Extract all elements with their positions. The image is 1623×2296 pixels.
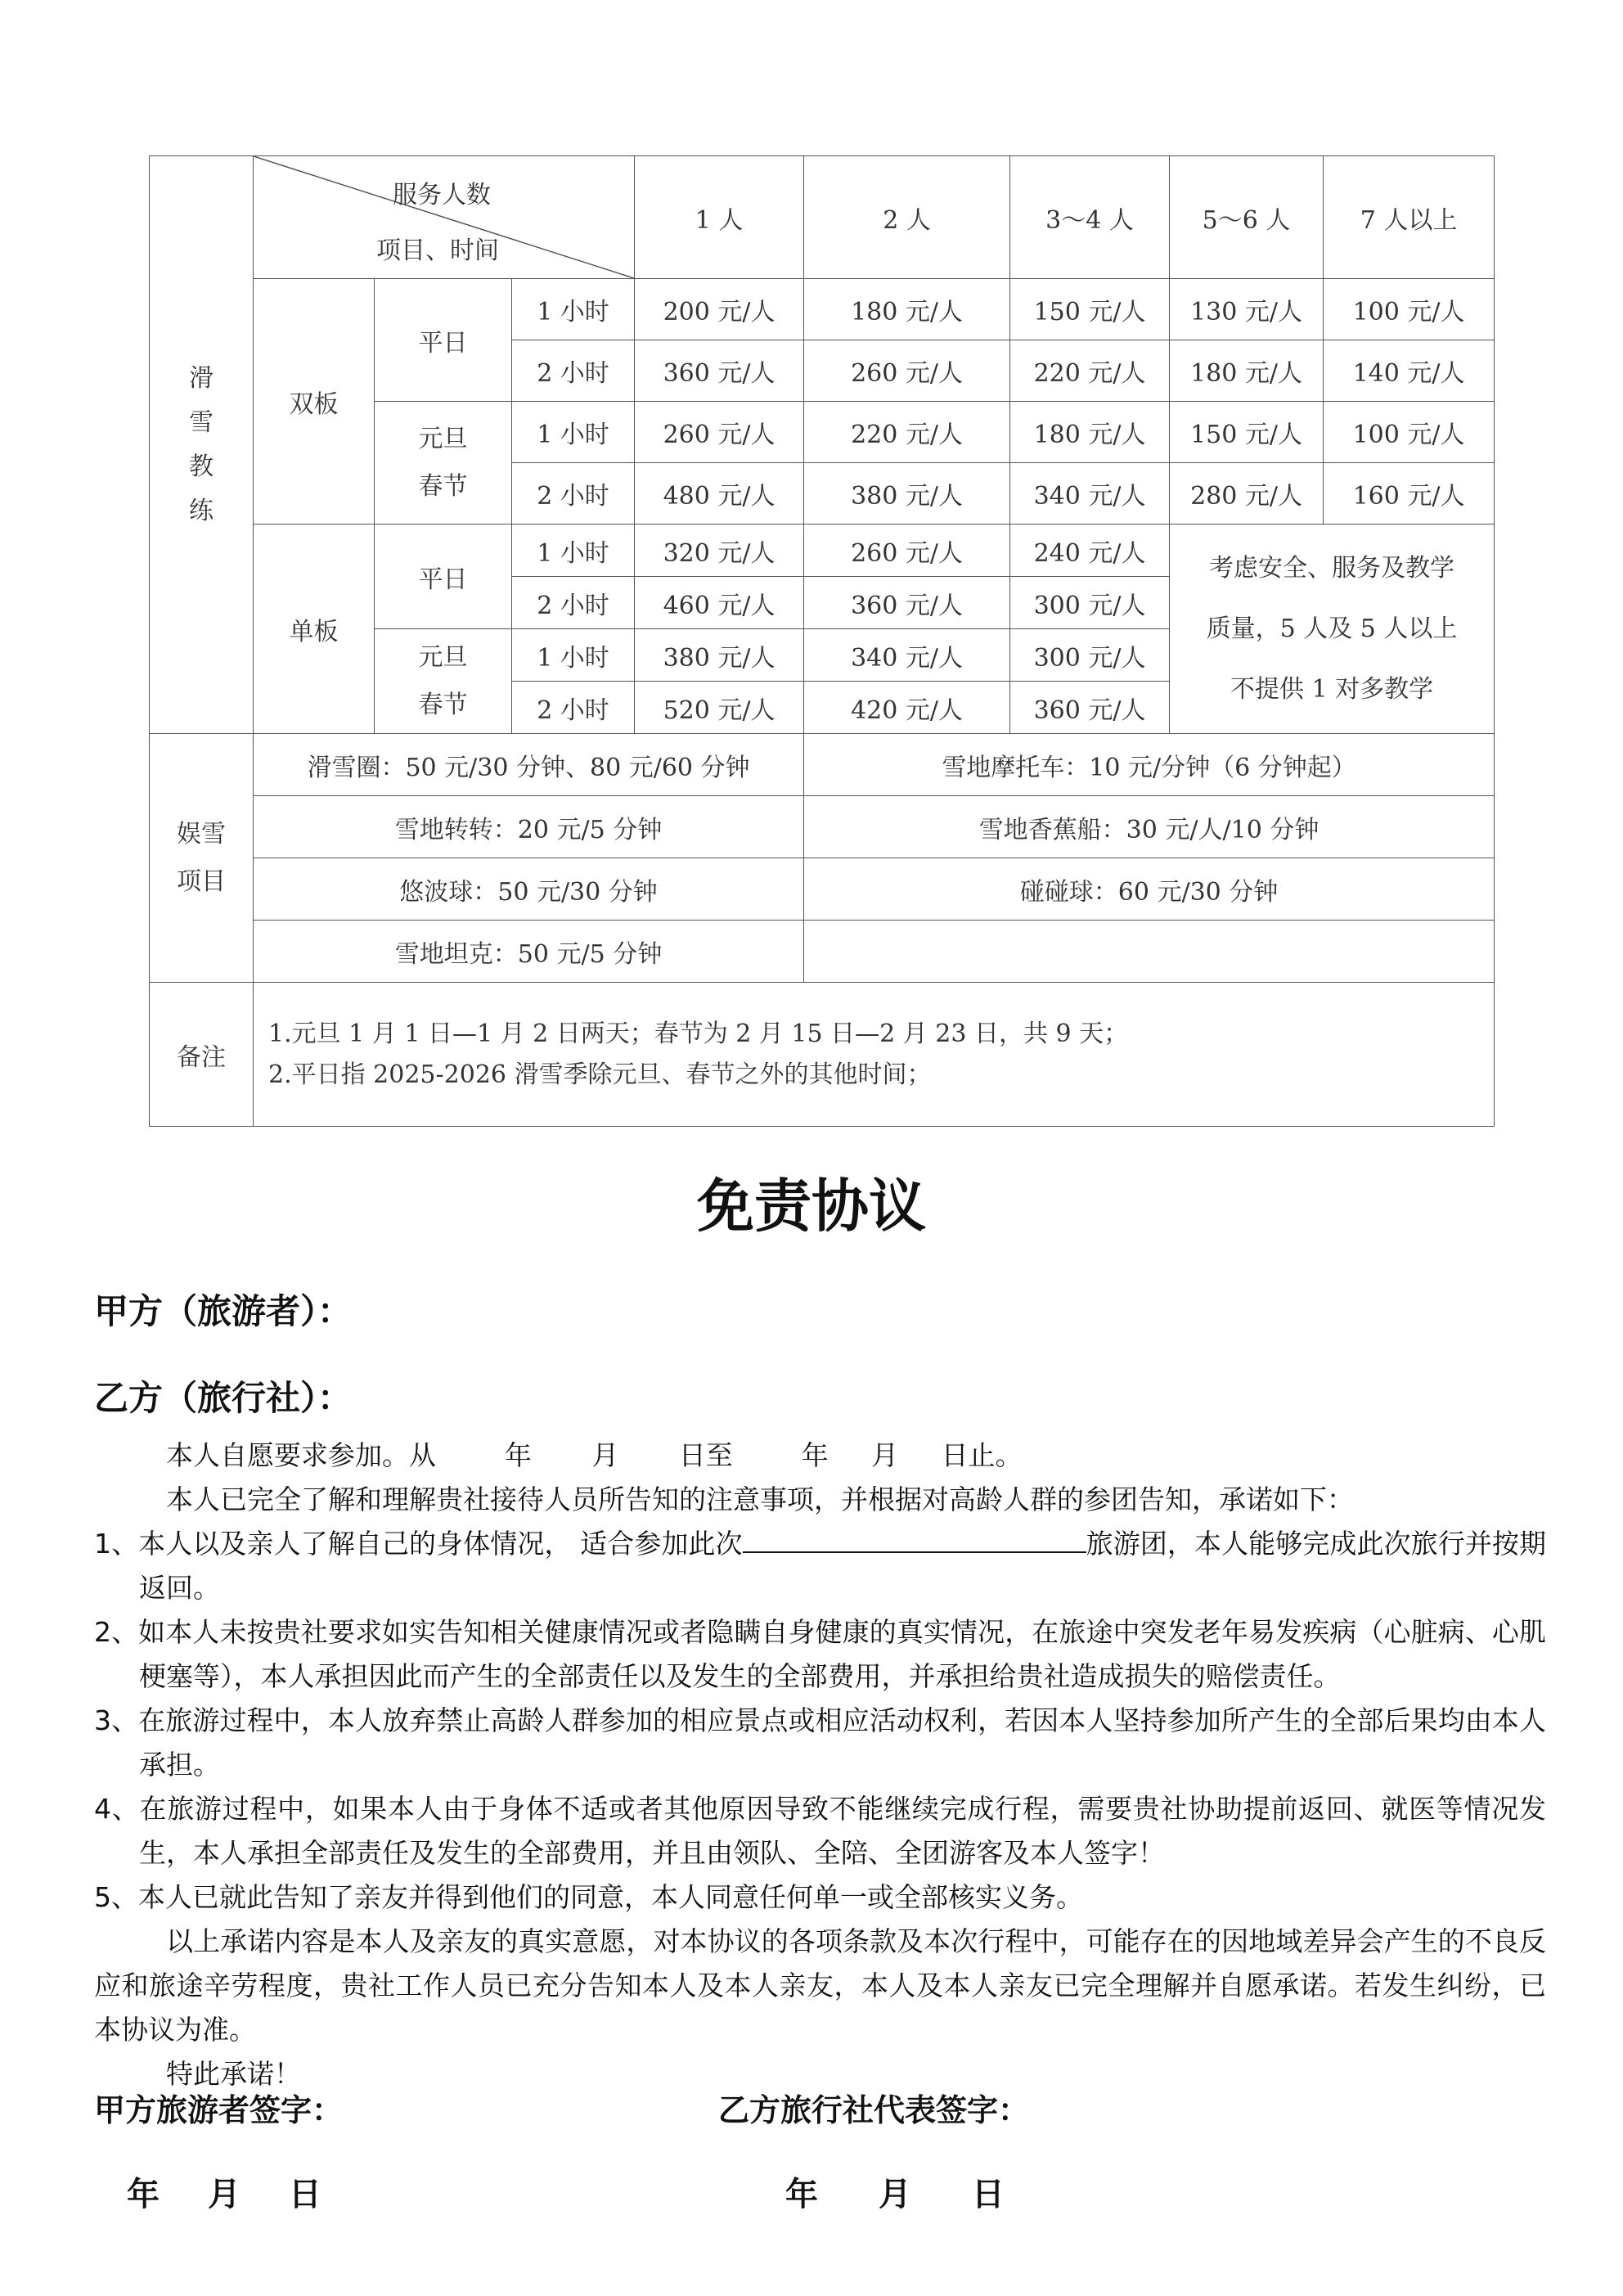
conclusion-paragraph: 以上承诺内容是本人及亲友的真实意愿，对本协议的各项条款及本次行程中，可能存在的因地域差异会产生的不良反应和旅途辛劳程度，贵社工作人员已充分告知本人及本人亲友，本人及本人亲友已完全理解并自愿承诺。若发生纠纷，已本协议为准。 (94, 1925, 1546, 2046)
double-board-label: 双板 (254, 279, 375, 524)
price-cell: 100 元/人 (1324, 402, 1495, 463)
time-cell: 1 小时 (512, 402, 635, 463)
price-cell: 300 元/人 (1010, 577, 1170, 629)
intro-paragraph: 本人自愿要求参加。从 年 月 日至 年 月 日止。 (166, 1439, 1023, 1471)
time-cell: 1 小时 (512, 524, 635, 577)
party-a-date: 年 月 日 (127, 2176, 321, 2213)
entertainment-item: 雪地香蕉船：30 元/人/10 分钟 (804, 796, 1495, 858)
table-header-row (150, 156, 1495, 279)
price-cell: 180 元/人 (1010, 402, 1170, 463)
price-cell: 360 元/人 (804, 577, 1010, 629)
page-title: 免责协议 (697, 1173, 926, 1240)
table-row (150, 921, 1495, 983)
entertainment-item: 雪地摩托车：10 元/分钟（6 分钟起） (804, 734, 1495, 796)
price-cell: 150 元/人 (1170, 402, 1324, 463)
price-cell: 200 元/人 (635, 279, 804, 340)
ack-paragraph: 本人已完全了解和理解贵社接待人员所告知的注意事项，并根据对高龄人群的参团告知，承诺如下： (166, 1483, 1354, 1515)
price-cell: 360 元/人 (1010, 682, 1170, 734)
coach-label: 滑 雪 教 练 (150, 156, 254, 734)
price-cell: 480 元/人 (635, 463, 804, 524)
commitment-item-2: 2、如本人未按贵社要求如实告知相关健康情况或者隐瞒自身健康的真实情况，在旅途中突发老年易发疾病（心脏病、心肌梗塞等），本人承担因此而产生的全部责任以及发生的全部费用，并承担给贵社造成损失的赔偿责任。 (94, 1616, 1546, 1692)
price-cell: 140 元/人 (1324, 340, 1495, 402)
price-cell: 240 元/人 (1010, 524, 1170, 577)
party-b-signature-label: 乙方旅行社代表签字： (718, 2092, 1030, 2128)
commitment-item-3: 3、在旅游过程中，本人放弃禁止高龄人群参加的相应景点或相应活动权利，若因本人坚持参加所产生的全部后果均由本人承担。 (94, 1704, 1546, 1781)
price-cell: 520 元/人 (635, 682, 804, 734)
table-row (150, 524, 1495, 577)
pricing-table (149, 155, 1495, 1127)
table-row (150, 734, 1495, 796)
entertainment-item: 碰碰球：60 元/30 分钟 (804, 858, 1495, 921)
time-cell: 2 小时 (512, 463, 635, 524)
col-header: 1 人 (635, 156, 804, 279)
col-header: 3～4 人 (1010, 156, 1170, 279)
agreement-body (94, 1434, 1546, 2096)
party-a-heading: 甲方（旅游者）： (94, 1291, 353, 1331)
price-cell: 100 元/人 (1324, 279, 1495, 340)
col-header: 2 人 (804, 156, 1010, 279)
price-cell: 320 元/人 (635, 524, 804, 577)
col-header: 5～6 人 (1170, 156, 1324, 279)
group-teaching-note: 考虑安全、服务及教学 质量，5 人及 5 人以上 不提供 1 对多教学 (1170, 524, 1495, 734)
holiday-label: 元旦 春节 (375, 629, 512, 734)
party-b-heading: 乙方（旅行社）： (94, 1378, 353, 1418)
entertainment-item: 雪地转转：20 元/5 分钟 (254, 796, 804, 858)
price-cell: 180 元/人 (1170, 340, 1324, 402)
price-cell: 180 元/人 (804, 279, 1010, 340)
tour-name-blank[interactable] (743, 1527, 1086, 1553)
party-a-signature-label: 甲方旅游者签字： (94, 2092, 344, 2128)
price-cell: 380 元/人 (804, 463, 1010, 524)
entertainment-item: 悠波球：50 元/30 分钟 (254, 858, 804, 921)
entertainment-label: 娱雪 项目 (150, 734, 254, 983)
remarks-content: 1.元旦 1 月 1 日—1 月 2 日两天；春节为 2 月 15 日—2 月 23 日，共 9 天； 2.平日指 2025-2026 滑雪季除元旦、春节之外的其他时间； (254, 983, 1495, 1127)
price-cell: 220 元/人 (1010, 340, 1170, 402)
price-cell: 360 元/人 (635, 340, 804, 402)
price-cell: 150 元/人 (1010, 279, 1170, 340)
price-cell: 280 元/人 (1170, 463, 1324, 524)
price-cell: 130 元/人 (1170, 279, 1324, 340)
commitment-item-5: 5、本人已就此告知了亲友并得到他们的同意，本人同意任何单一或全部核实义务。 (94, 1881, 1083, 1913)
price-cell: 260 元/人 (804, 524, 1010, 577)
price-cell: 380 元/人 (635, 629, 804, 682)
table-row (150, 858, 1495, 921)
time-cell: 1 小时 (512, 279, 635, 340)
closing-line: 特此承诺！ (166, 2058, 301, 2090)
time-cell: 2 小时 (512, 682, 635, 734)
commitment-item-1: 1、本人以及亲人了解自己的身体情况， 适合参加此次 旅游团，本人能够完成此次旅行并按期返回。 (94, 1528, 1546, 1604)
remarks-label: 备注 (150, 983, 254, 1127)
price-cell: 340 元/人 (804, 629, 1010, 682)
weekday-label: 平日 (375, 524, 512, 629)
entertainment-item: 滑雪圈：50 元/30 分钟、80 元/60 分钟 (254, 734, 804, 796)
header-people-count: 服务人数 (393, 181, 491, 209)
price-cell: 260 元/人 (804, 340, 1010, 402)
col-header: 7 人以上 (1324, 156, 1495, 279)
price-cell: 300 元/人 (1010, 629, 1170, 682)
table-row (150, 983, 1495, 1127)
price-cell: 220 元/人 (804, 402, 1010, 463)
table-row (150, 796, 1495, 858)
price-cell: 160 元/人 (1324, 463, 1495, 524)
time-cell: 2 小时 (512, 340, 635, 402)
price-cell: 420 元/人 (804, 682, 1010, 734)
price-cell: 340 元/人 (1010, 463, 1170, 524)
entertainment-item: 雪地坦克：50 元/5 分钟 (254, 921, 804, 983)
single-board-label: 单板 (254, 524, 375, 734)
weekday-label: 平日 (375, 279, 512, 402)
price-cell: 460 元/人 (635, 577, 804, 629)
holiday-label: 元旦 春节 (375, 402, 512, 524)
table-row (150, 279, 1495, 340)
header-item-time: 项目、时间 (376, 236, 499, 265)
party-b-date: 年 月 日 (785, 2176, 1005, 2213)
price-cell: 260 元/人 (635, 402, 804, 463)
entertainment-item (804, 921, 1495, 983)
time-cell: 2 小时 (512, 577, 635, 629)
commitment-item-4: 4、在旅游过程中，如果本人由于身体不适或者其他原因导致不能继续完成行程，需要贵社协助提前返回、就医等情况发生，本人承担全部责任及发生的全部费用，并且由领队、全陪、全团游客及本人签字！ (94, 1793, 1546, 1869)
diagonal-header-cell (254, 156, 635, 279)
time-cell: 1 小时 (512, 629, 635, 682)
